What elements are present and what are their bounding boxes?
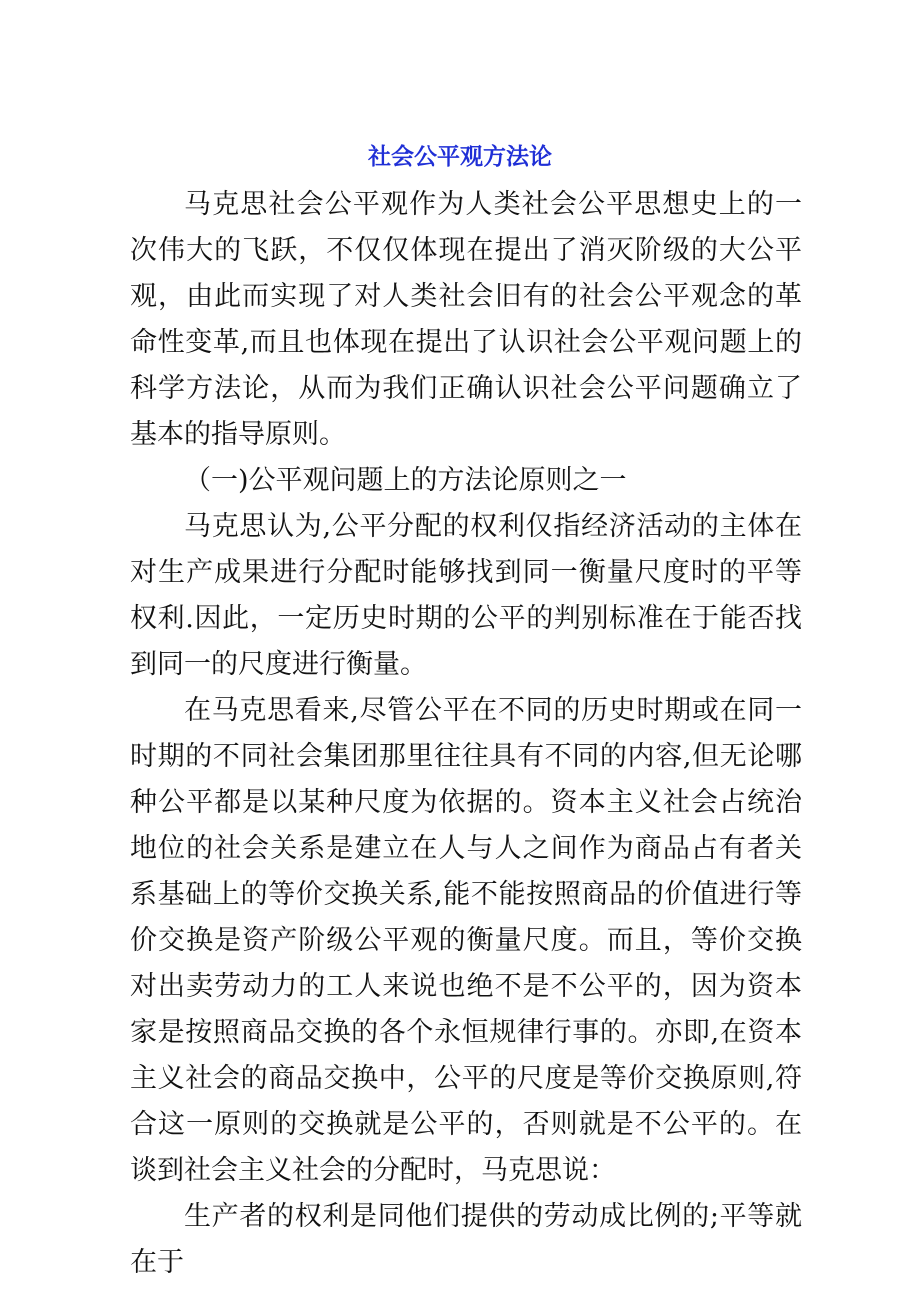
document-title: 社会公平观方法论 [368,144,552,170]
document-body [130,182,802,1286]
paragraph-quote: 生产者的权利是同他们提供的劳动成比例的;平等就在于 [130,1201,802,1278]
paragraph-fair-distribution: 马克思认为,公平分配的权利仅指经济活动的主体在对生产成果进行分配时能够找到同一衡量尺度时的平等权利.因此，一定历史时期的公平的判别标准在于能否找到同一的尺度进行衡量。 [130,511,802,680]
paragraph-capitalism-exchange: 在马克思看来,尽管公平在不同的历史时期或在同一时期的不同社会集团那里往往具有不同的内容,但无论哪种公平都是以某种尺度为依据的。资本主义社会占统治地位的社会关系是建立在人与人之间作为商品占有者关系基础上的等价交换关系,能不能按照商品的价值进行等价交换是资产阶级公平观的衡量尺度。而且，等价交换对出卖劳动力的工人来说也绝不是不公平的，因为资本家是按照商品交换的各个永恒规律行事的。亦即,在资本主义社会的商品交换中，公平的尺度是等价交换原则,符合这一原则的交换就是公平的，否则就是不公平的。在谈到社会主义社会的分配时，马克思说： [130,695,802,1186]
paragraph-intro: 马克思社会公平观作为人类社会公平思想史上的一次伟大的飞跃，不仅仅体现在提出了消灭阶级的大公平观，由此而实现了对人类社会旧有的社会公平观念的革命性变革,而且也体现在提出了认识社会公平观问题上的科学方法论，从而为我们正确认识社会公平问题确立了基本的指导原则。 [130,189,802,450]
section-heading: （一)公平观问题上的方法论原则之一 [184,465,627,496]
